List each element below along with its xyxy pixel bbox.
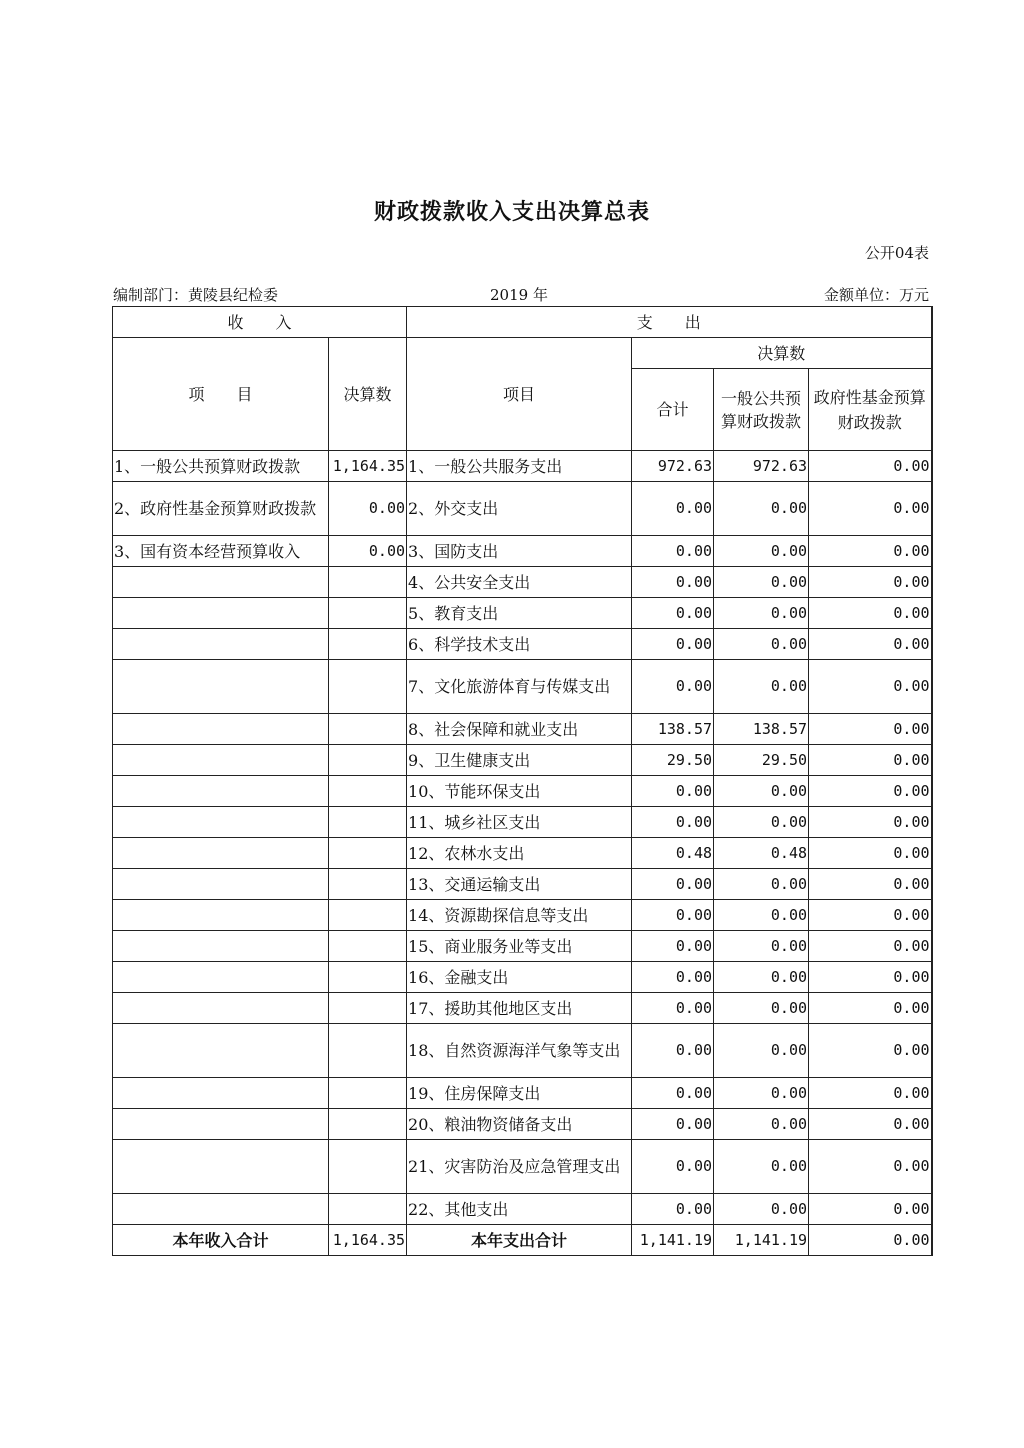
expense-fund-cell: 0.00	[809, 598, 932, 629]
income-item-cell	[113, 900, 329, 931]
expense-fund-cell: 0.00	[809, 536, 932, 567]
income-item-cell	[113, 598, 329, 629]
table-row	[113, 1194, 932, 1225]
expense-total-cell: 0.00	[632, 931, 714, 962]
expense-amount-header: 决算数	[632, 338, 932, 369]
expense-fund-cell: 0.00	[809, 714, 932, 745]
table-row	[113, 1024, 932, 1078]
income-amount-cell: 1,164.35	[329, 451, 407, 482]
expense-fund-cell: 0.00	[809, 567, 932, 598]
expense-total-cell: 0.00	[632, 1194, 714, 1225]
expense-fund-cell: 0.00	[809, 1024, 932, 1078]
expense-section-header: 支 出	[407, 307, 932, 338]
income-amount-cell: 0.00	[329, 536, 407, 567]
expense-item-header: 项目	[407, 338, 632, 451]
expense-general-cell: 0.00	[714, 869, 809, 900]
income-item-cell	[113, 660, 329, 714]
expense-general-cell: 0.00	[714, 993, 809, 1024]
expense-item-cell: 3、国防支出	[407, 536, 632, 567]
expense-fund-cell: 0.00	[809, 900, 932, 931]
expense-item-cell: 14、资源勘探信息等支出	[407, 900, 632, 931]
expense-general-cell: 0.00	[714, 1078, 809, 1109]
fund-budget-column-header: 政府性基金预算财政拨款	[809, 369, 932, 451]
income-item-cell	[113, 931, 329, 962]
table-row	[113, 1140, 932, 1194]
income-amount-cell	[329, 1109, 407, 1140]
income-amount-cell	[329, 838, 407, 869]
expense-general-cell: 0.00	[714, 660, 809, 714]
general-budget-column-header: 一般公共预算财政拨款	[714, 369, 809, 451]
table-row	[113, 714, 932, 745]
income-item-cell	[113, 1109, 329, 1140]
expense-fund-cell: 0.00	[809, 931, 932, 962]
table-row	[113, 660, 932, 714]
income-amount-cell	[329, 807, 407, 838]
expense-total-cell: 0.00	[632, 598, 714, 629]
income-item-cell	[113, 629, 329, 660]
expense-general-cell: 0.00	[714, 567, 809, 598]
income-item-cell	[113, 567, 329, 598]
income-item-header: 项 目	[113, 338, 329, 451]
expense-fund-cell: 0.00	[809, 1078, 932, 1109]
amount-unit: 金额单位：万元	[823, 286, 929, 304]
income-amount-cell	[329, 660, 407, 714]
expense-general-cell: 0.00	[714, 807, 809, 838]
expense-total-label: 本年支出合计	[407, 1225, 632, 1256]
expense-general-cell: 0.00	[714, 1024, 809, 1078]
income-amount-cell	[329, 962, 407, 993]
expense-total-cell: 0.00	[632, 962, 714, 993]
expense-item-cell: 13、交通运输支出	[407, 869, 632, 900]
expense-total-general: 1,141.19	[714, 1225, 809, 1256]
expense-total-cell: 0.00	[632, 567, 714, 598]
expense-fund-cell: 0.00	[809, 962, 932, 993]
expense-fund-cell: 0.00	[809, 838, 932, 869]
expense-item-cell: 6、科学技术支出	[407, 629, 632, 660]
expense-general-cell: 0.00	[714, 629, 809, 660]
table-row	[113, 598, 932, 629]
expense-total-cell: 0.00	[632, 536, 714, 567]
expense-general-cell: 0.00	[714, 776, 809, 807]
expense-item-cell: 22、其他支出	[407, 1194, 632, 1225]
expense-fund-cell: 0.00	[809, 869, 932, 900]
income-amount-cell	[329, 776, 407, 807]
income-item-cell	[113, 807, 329, 838]
income-item-cell: 1、一般公共预算财政拨款	[113, 451, 329, 482]
expense-total-cell: 0.00	[632, 1109, 714, 1140]
income-amount-cell	[329, 1194, 407, 1225]
expense-fund-cell: 0.00	[809, 776, 932, 807]
table-row	[113, 629, 932, 660]
table-row	[113, 1109, 932, 1140]
expense-general-cell: 0.48	[714, 838, 809, 869]
report-year: 2019 年	[490, 286, 548, 304]
income-amount-cell	[329, 900, 407, 931]
expense-total-cell: 0.00	[632, 993, 714, 1024]
expense-item-cell: 21、灾害防治及应急管理支出	[407, 1140, 632, 1194]
table-row	[113, 931, 932, 962]
expense-fund-cell: 0.00	[809, 482, 932, 536]
expense-general-cell: 0.00	[714, 482, 809, 536]
income-item-cell	[113, 838, 329, 869]
income-amount-cell	[329, 1024, 407, 1078]
expense-general-cell: 0.00	[714, 1140, 809, 1194]
expense-total-cell: 0.00	[632, 660, 714, 714]
expense-item-cell: 1、一般公共服务支出	[407, 451, 632, 482]
table-row	[113, 807, 932, 838]
expense-fund-cell: 0.00	[809, 660, 932, 714]
expense-total-cell: 0.00	[632, 776, 714, 807]
income-amount-cell	[329, 745, 407, 776]
expense-general-cell: 0.00	[714, 1109, 809, 1140]
table-row	[113, 1078, 932, 1109]
income-item-cell: 3、国有资本经营预算收入	[113, 536, 329, 567]
table-row	[113, 567, 932, 598]
expense-total-cell: 0.00	[632, 1024, 714, 1078]
income-item-cell	[113, 745, 329, 776]
expense-item-cell: 12、农林水支出	[407, 838, 632, 869]
table-row	[113, 869, 932, 900]
expense-total-cell: 0.00	[632, 1078, 714, 1109]
income-item-cell	[113, 962, 329, 993]
expense-general-cell: 0.00	[714, 598, 809, 629]
form-code: 公开04表	[864, 244, 929, 262]
income-item-cell	[113, 993, 329, 1024]
income-amount-header: 决算数	[329, 338, 407, 451]
expense-item-cell: 20、粮油物资储备支出	[407, 1109, 632, 1140]
expense-fund-cell: 0.00	[809, 1109, 932, 1140]
income-item-cell	[113, 1078, 329, 1109]
table-row	[113, 745, 932, 776]
income-section-header: 收 入	[113, 307, 407, 338]
expense-total-cell: 972.63	[632, 451, 714, 482]
total-column-header: 合计	[632, 369, 714, 451]
expense-total-cell: 138.57	[632, 714, 714, 745]
expense-general-cell: 0.00	[714, 962, 809, 993]
table-row	[113, 838, 932, 869]
expense-total-cell: 0.00	[632, 629, 714, 660]
income-item-cell	[113, 869, 329, 900]
expense-item-cell: 2、外交支出	[407, 482, 632, 536]
table-row	[113, 900, 932, 931]
income-item-cell: 2、政府性基金预算财政拨款	[113, 482, 329, 536]
expense-item-cell: 15、商业服务业等支出	[407, 931, 632, 962]
income-amount-cell	[329, 714, 407, 745]
income-amount-cell	[329, 629, 407, 660]
expense-item-cell: 10、节能环保支出	[407, 776, 632, 807]
table-row	[113, 962, 932, 993]
income-item-cell	[113, 1140, 329, 1194]
table-row	[113, 993, 932, 1024]
expense-total-cell: 0.00	[632, 1140, 714, 1194]
expense-total-fund: 0.00	[809, 1225, 932, 1256]
expense-total-cell: 0.00	[632, 869, 714, 900]
expense-general-cell: 29.50	[714, 745, 809, 776]
income-amount-cell	[329, 993, 407, 1024]
page-title: 财政拨款收入支出决算总表	[373, 199, 650, 225]
income-amount-cell	[329, 598, 407, 629]
expense-item-cell: 8、社会保障和就业支出	[407, 714, 632, 745]
table-row	[113, 451, 932, 482]
income-amount-cell: 0.00	[329, 482, 407, 536]
expense-total-cell: 0.00	[632, 482, 714, 536]
expense-general-cell: 0.00	[714, 1194, 809, 1225]
expense-total-cell: 0.00	[632, 900, 714, 931]
table-row	[113, 776, 932, 807]
expense-fund-cell: 0.00	[809, 451, 932, 482]
income-total-amount: 1,164.35	[329, 1225, 407, 1256]
expense-item-cell: 7、文化旅游体育与传媒支出	[407, 660, 632, 714]
income-amount-cell	[329, 1078, 407, 1109]
expense-item-cell: 5、教育支出	[407, 598, 632, 629]
expense-fund-cell: 0.00	[809, 629, 932, 660]
expense-item-cell: 4、公共安全支出	[407, 567, 632, 598]
expense-item-cell: 16、金融支出	[407, 962, 632, 993]
expense-item-cell: 9、卫生健康支出	[407, 745, 632, 776]
compiling-department: 编制部门：黄陵县纪检委	[113, 286, 279, 304]
expense-general-cell: 0.00	[714, 900, 809, 931]
budget-summary-table	[112, 306, 933, 1256]
expense-general-cell: 0.00	[714, 931, 809, 962]
income-amount-cell	[329, 869, 407, 900]
income-item-cell	[113, 714, 329, 745]
expense-fund-cell: 0.00	[809, 1140, 932, 1194]
expense-total-amount: 1,141.19	[632, 1225, 714, 1256]
income-amount-cell	[329, 1140, 407, 1194]
table-row	[113, 536, 932, 567]
expense-general-cell: 972.63	[714, 451, 809, 482]
expense-general-cell: 0.00	[714, 536, 809, 567]
income-item-cell	[113, 1194, 329, 1225]
table-row	[113, 482, 932, 536]
expense-fund-cell: 0.00	[809, 993, 932, 1024]
income-amount-cell	[329, 567, 407, 598]
expense-fund-cell: 0.00	[809, 807, 932, 838]
expense-item-cell: 18、自然资源海洋气象等支出	[407, 1024, 632, 1078]
expense-total-cell: 0.00	[632, 807, 714, 838]
expense-fund-cell: 0.00	[809, 1194, 932, 1225]
income-item-cell	[113, 1024, 329, 1078]
expense-item-cell: 17、援助其他地区支出	[407, 993, 632, 1024]
expense-total-cell: 29.50	[632, 745, 714, 776]
expense-total-cell: 0.48	[632, 838, 714, 869]
expense-item-cell: 11、城乡社区支出	[407, 807, 632, 838]
income-amount-cell	[329, 931, 407, 962]
expense-item-cell: 19、住房保障支出	[407, 1078, 632, 1109]
expense-fund-cell: 0.00	[809, 745, 932, 776]
income-total-label: 本年收入合计	[113, 1225, 329, 1256]
expense-general-cell: 138.57	[714, 714, 809, 745]
income-item-cell	[113, 776, 329, 807]
